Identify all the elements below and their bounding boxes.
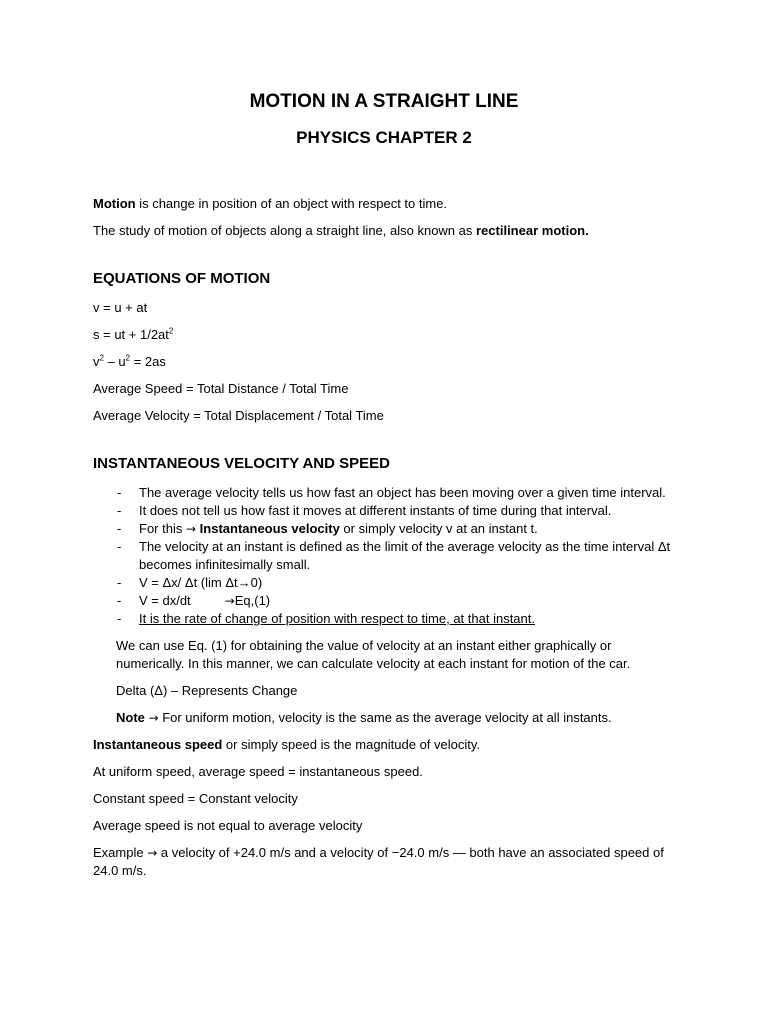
- instantaneous-speed-text: or simply speed is the magnitude of velocity.: [222, 737, 481, 752]
- average-speed-formula: Average Speed = Total Distance / Total Time: [93, 381, 349, 396]
- equation-3-end: = 2as: [130, 354, 166, 369]
- equation-2-exponent: 2: [168, 326, 174, 336]
- average-speed-statement: Average speed is not equal to average velocity: [93, 818, 363, 833]
- page-title: MOTION IN A STRAIGHT LINE: [249, 91, 519, 112]
- equation-1: v = u + at: [93, 300, 148, 315]
- example-text: a velocity of +24.0 m/s and a velocity of −24.0 m/s — both have an associated speed of 24.0 m/s.: [93, 845, 664, 878]
- list-item: - It is the rate of change of position with respect to time, at that instant.: [93, 610, 683, 628]
- motion-definition-text: is change in position of an object with respect to time.: [135, 196, 448, 211]
- note-paragraph: [116, 709, 683, 727]
- list-item: - The average velocity tells us how fast an object has been moving over a given time interval.: [93, 484, 683, 502]
- uniform-speed-statement: At uniform speed, average speed = instantaneous speed.: [93, 764, 423, 779]
- equation-3-exponent-2: 2: [125, 353, 131, 363]
- delta-definition: Delta (Δ) – Represents Change: [116, 683, 298, 698]
- instantaneous-list: [93, 484, 683, 628]
- note-text: For uniform motion, velocity is the same as the average velocity at all instants.: [158, 710, 612, 725]
- motion-term: Motion: [93, 196, 136, 211]
- list-item: - V = Δx/ Δt (lim Δt→0): [93, 574, 683, 592]
- equation-3-exponent-1: 2: [99, 353, 104, 363]
- list-item: [93, 520, 683, 538]
- intro-rectilinear: [93, 222, 683, 240]
- instantaneous-speed-definition: [93, 736, 683, 754]
- arrow-right-icon: →: [147, 846, 158, 860]
- equation-2: [93, 326, 683, 344]
- document-body: [93, 195, 683, 889]
- arrow-right-icon: →: [185, 522, 197, 536]
- average-velocity-formula: Average Velocity = Total Displacement / Total Time: [93, 408, 384, 423]
- equation-3-v: v: [93, 354, 100, 369]
- example-paragraph: [93, 844, 683, 880]
- rectilinear-text: The study of motion of objects along a straight line, also known as: [93, 223, 476, 238]
- instantaneous-velocity-term: Instantaneous velocity: [199, 521, 340, 536]
- arrow-right-icon: →: [148, 711, 159, 725]
- arrow-right-icon: →: [224, 594, 235, 608]
- bullet6-start: V = dx/dt: [139, 593, 191, 608]
- bullet6-end: Eq,(1): [234, 593, 271, 608]
- example-label: Example: [93, 845, 148, 860]
- bullet3-start: For this: [139, 521, 186, 536]
- list-item: - The velocity at an instant is defined as the limit of the average velocity as the time interval Δt becomes infinitesimally small.: [93, 538, 683, 574]
- instantaneous-speed-term: Instantaneous speed: [93, 737, 223, 752]
- eq1-usage-paragraph: We can use Eq. (1) for obtaining the value of velocity at an instant either graphically or numerically. In this manner, we can calculate velocity at each instant for motion of the car.: [116, 638, 631, 671]
- equation-3-mid: – u: [103, 354, 126, 369]
- note-label: Note: [116, 710, 145, 725]
- list-item: [93, 592, 683, 610]
- page-subtitle: PHYSICS CHAPTER 2: [296, 128, 472, 147]
- constant-speed-statement: Constant speed = Constant velocity: [93, 791, 298, 806]
- instantaneous-heading: INSTANTANEOUS VELOCITY AND SPEED: [93, 455, 390, 472]
- equation-2-text: s = ut + 1/2at: [93, 327, 169, 342]
- list-item: - It does not tell us how fast it moves at different instants of time during that interval.: [93, 502, 683, 520]
- intro-motion-definition: [93, 195, 683, 213]
- bullet3-end: or simply velocity v at an instant t.: [339, 521, 538, 536]
- equation-3: [93, 353, 683, 371]
- rectilinear-term: rectilinear motion.: [476, 223, 589, 238]
- equations-heading: EQUATIONS OF MOTION: [93, 270, 271, 287]
